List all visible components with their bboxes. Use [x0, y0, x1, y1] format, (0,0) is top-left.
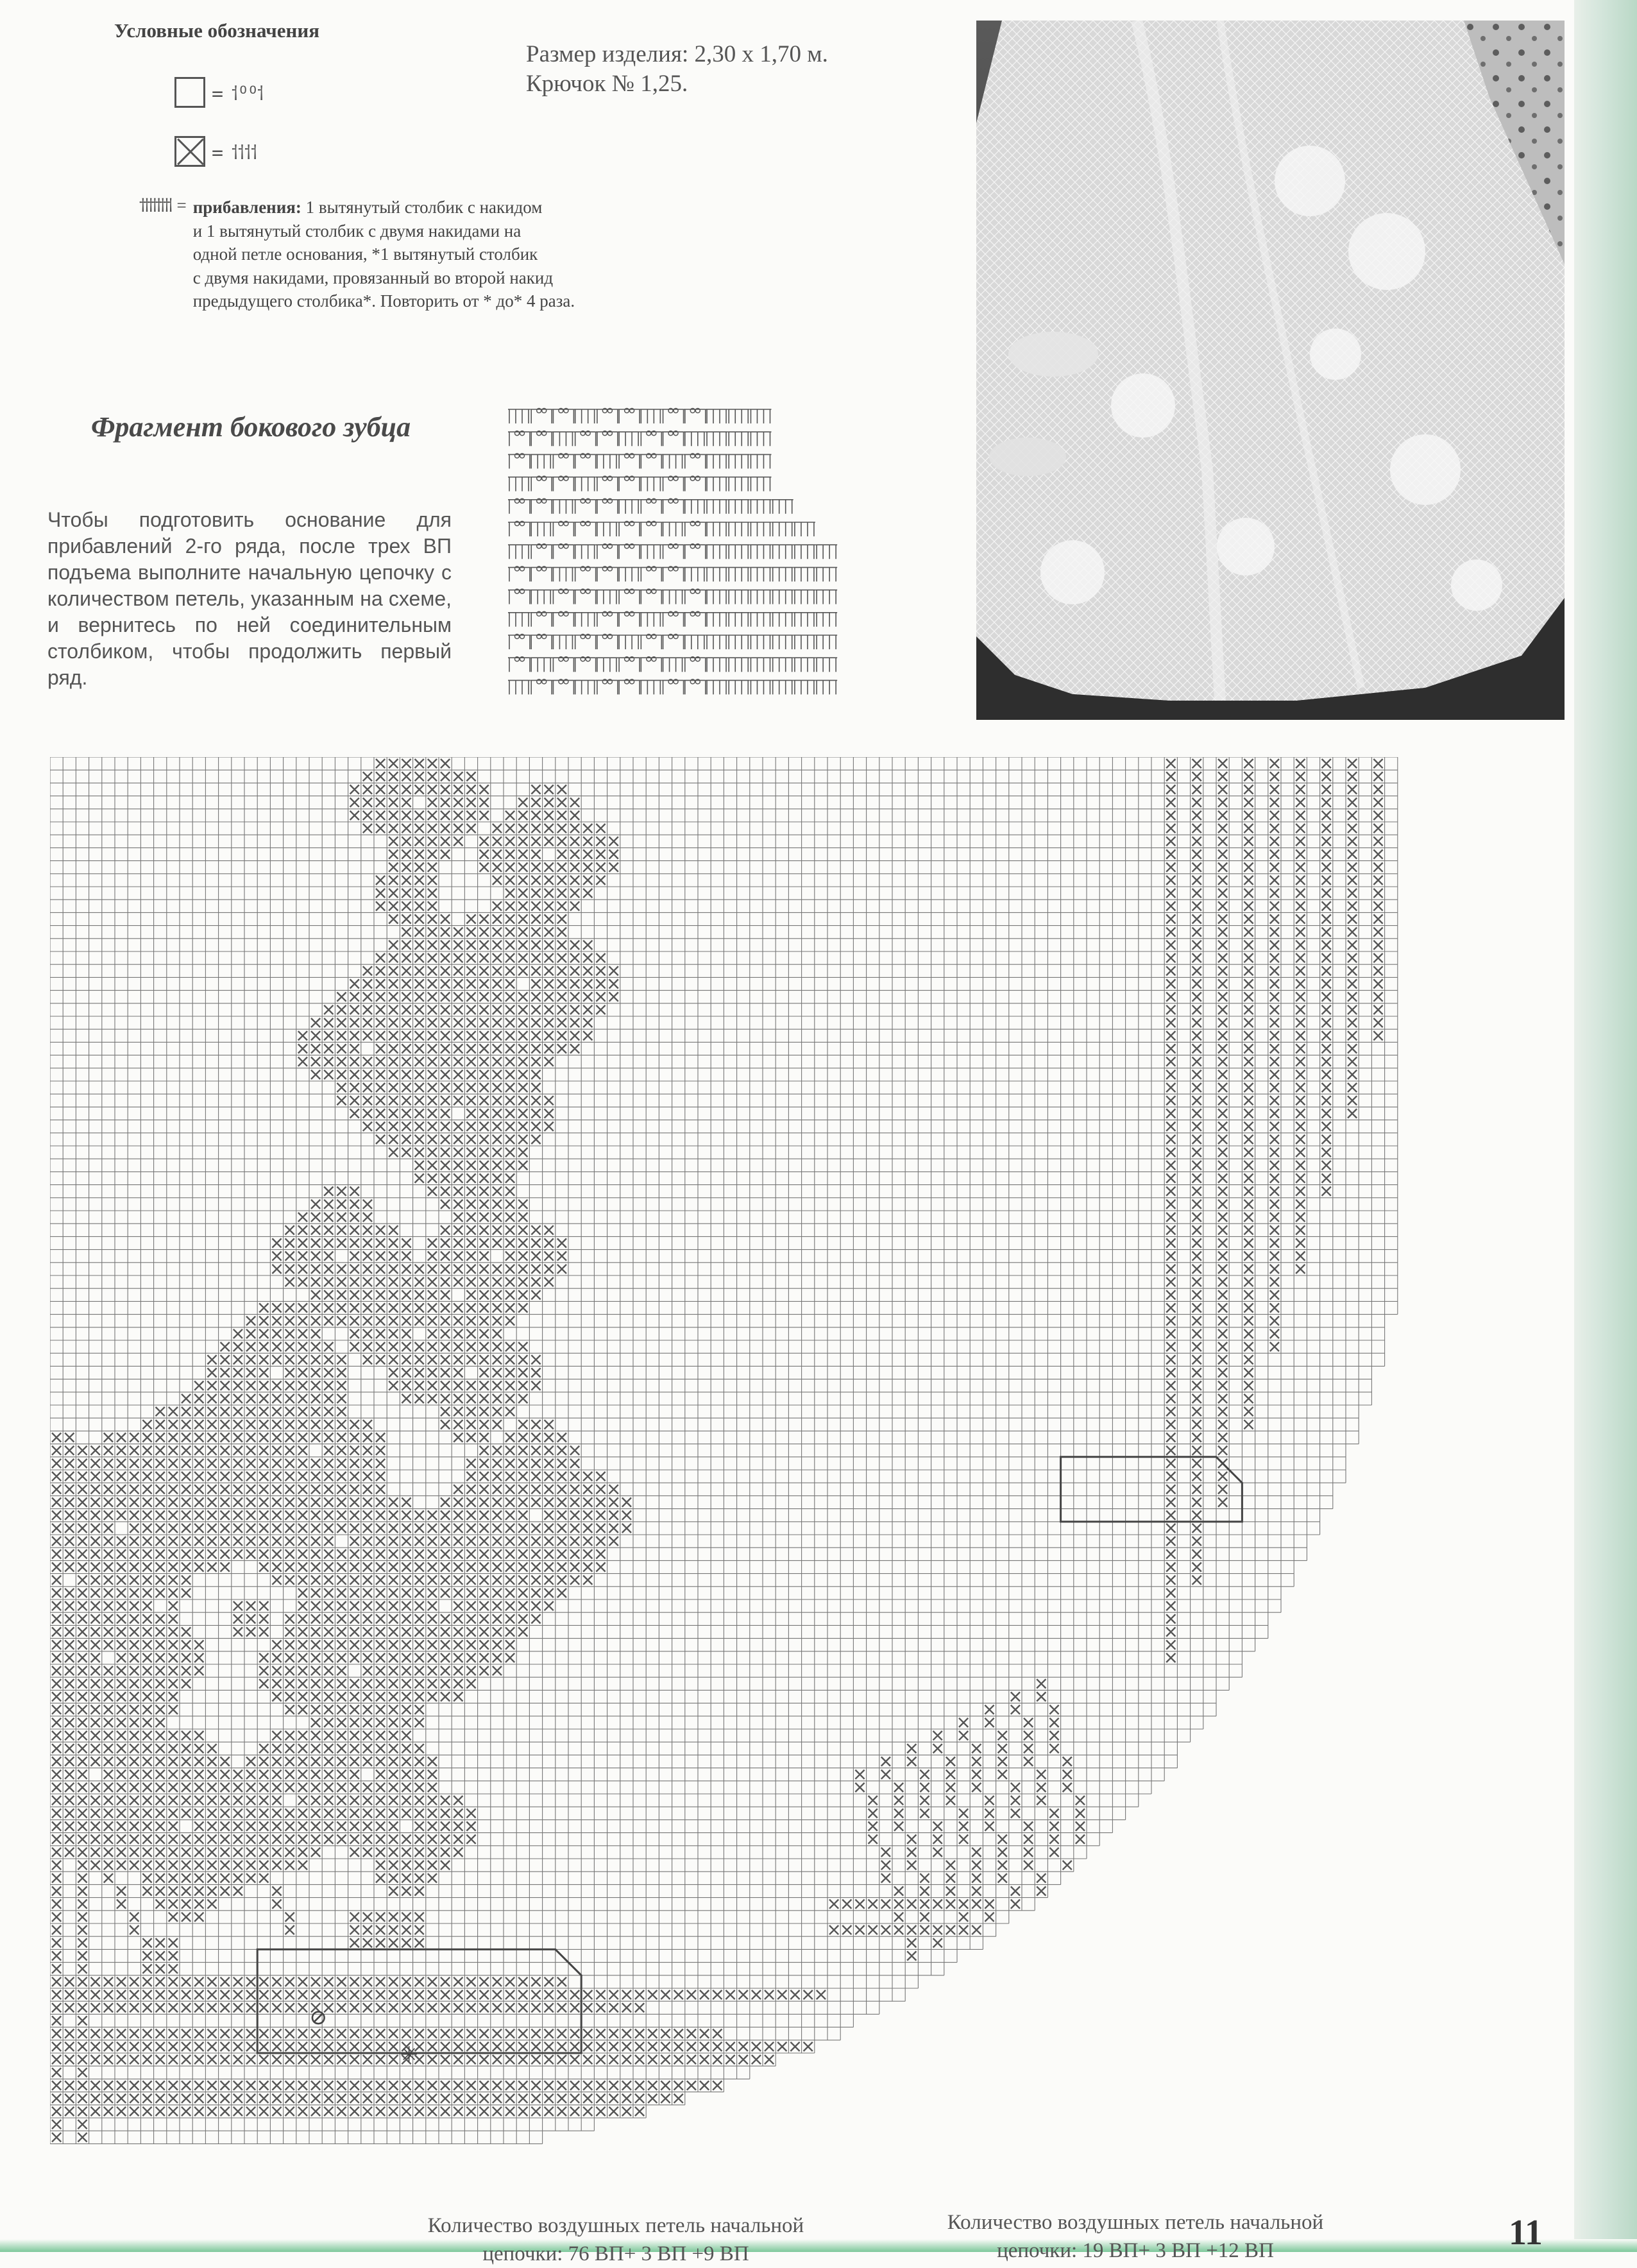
increase-line: с двумя накидами, провязанный во второй накид [192, 268, 554, 287]
legend-empty-cell [174, 77, 263, 108]
chart-filled-cells [52, 759, 1383, 2142]
caption-line: цепочки: 76 ВП+ 3 ВП +9 ВП [482, 2242, 749, 2265]
chain-count-right [904, 2208, 1366, 2265]
fragment-title: Фрагмент бокового зубца [91, 411, 411, 443]
legend-title: Условные обозначения [114, 19, 320, 42]
increase-description [193, 196, 575, 313]
product-size: Размер изделия: 2,30 x 1,70 м. [526, 41, 828, 67]
product-info [526, 40, 828, 99]
caption-line: цепочки: 19 ВП+ 3 ВП +12 ВП [997, 2239, 1274, 2262]
caption-line: Количество воздушных петель начальной [947, 2211, 1324, 2234]
increase-line: предыдущего столбика*. Повторить от * до* 4 раза. [192, 291, 575, 311]
increase-line: 1 вытянутый столбик с накидом [305, 198, 543, 217]
filet-crochet-chart [50, 757, 1410, 2194]
filled-cell-meaning: = ⸶⸶⸶⸶ [212, 141, 257, 164]
chain-count-left [378, 2212, 853, 2268]
increase-symbol-icon: ⸶⸶⸶⸶⸶⸶⸶⸶ [139, 195, 171, 216]
tablecloth-photo [976, 21, 1565, 720]
fragment-diagram [507, 404, 904, 712]
green-page-edge [1574, 0, 1637, 2252]
chart-grid [50, 757, 1398, 2144]
start-star-marker: ✳ [400, 2043, 418, 2067]
legend-filled-cell [174, 136, 257, 167]
hook-size: Крючок № 1,25. [526, 71, 688, 97]
increase-label: прибавления: [192, 198, 301, 217]
increase-line: одной петле основания, *1 вытянутый столбик [192, 244, 538, 264]
caption-line: Количество воздушных петель начальной [427, 2214, 804, 2237]
fragment-stitches [508, 409, 837, 694]
filled-cell-icon [174, 136, 205, 167]
legend-increase: ⸶⸶⸶⸶⸶⸶⸶⸶ = прибавления: 1 вытянутый столбик с накидом и 1 вытянутый столбик с двумя накидами на одной петле основания, *1 вытянутый столбик с двумя накидами, провязанный во второй накид предыдущего столбика*. Повторить от * до* 4 раза. [139, 196, 575, 313]
start-circle-marker: ⊘ [309, 2006, 328, 2030]
empty-cell-icon [174, 77, 205, 108]
page-number: 11 [1509, 2213, 1543, 2253]
increase-line: и 1 вытянутый столбик с двумя накидами на [192, 221, 522, 241]
fragment-description: Чтобы подготовить основание для прибавлений 2-го ряда, после трех ВП подъема выполните начальную цепочку с количеством петель, указанным на схеме, и вернитесь по ней соединительным столбиком, чтобы продолжить первый ряд. [47, 508, 452, 689]
empty-cell-meaning: = ⸶ᴼᴼ⸶ [212, 82, 264, 105]
